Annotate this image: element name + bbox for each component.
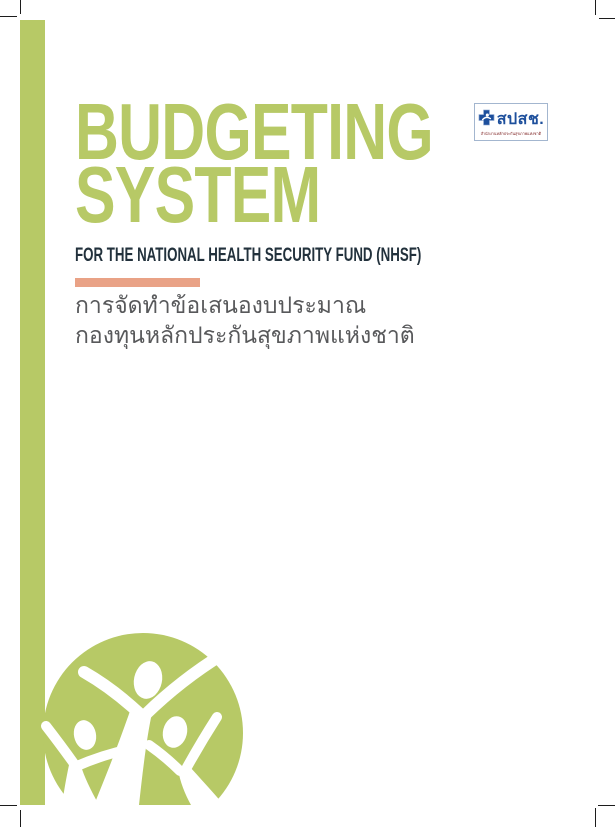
accent-rule [75, 278, 200, 287]
crop-mark [595, 808, 596, 827]
page-title [75, 87, 433, 239]
crop-mark [598, 805, 615, 806]
nhso-logo-acronym: สปสช. [496, 110, 545, 128]
medical-cross-icon [478, 109, 495, 131]
page-title-line1: BUDGETING [75, 87, 433, 176]
crop-mark [0, 16, 17, 17]
crop-mark [599, 18, 615, 19]
thai-title-line1: การจัดทำข้อเสนองบประมาณ [75, 292, 367, 318]
crop-mark [20, 810, 21, 827]
nhso-logo-row [478, 109, 545, 131]
crop-mark [0, 805, 17, 806]
nhso-logo-org-name: สำนักงานหลักประกันสุขภาพแห่งชาติ [480, 130, 542, 136]
thai-title [75, 290, 415, 350]
page-subtitle: FOR THE NATIONAL HEALTH SECURITY FUND (NHSF) [75, 245, 422, 266]
thai-title-line2: กองทุนหลักประกันสุขภาพแห่งชาติ [75, 322, 415, 348]
nhso-logo [474, 103, 548, 141]
page-title-line2: SYSTEM [75, 150, 321, 239]
crop-mark [20, 0, 21, 14]
crop-mark [595, 0, 596, 15]
people-illustration [38, 618, 250, 805]
